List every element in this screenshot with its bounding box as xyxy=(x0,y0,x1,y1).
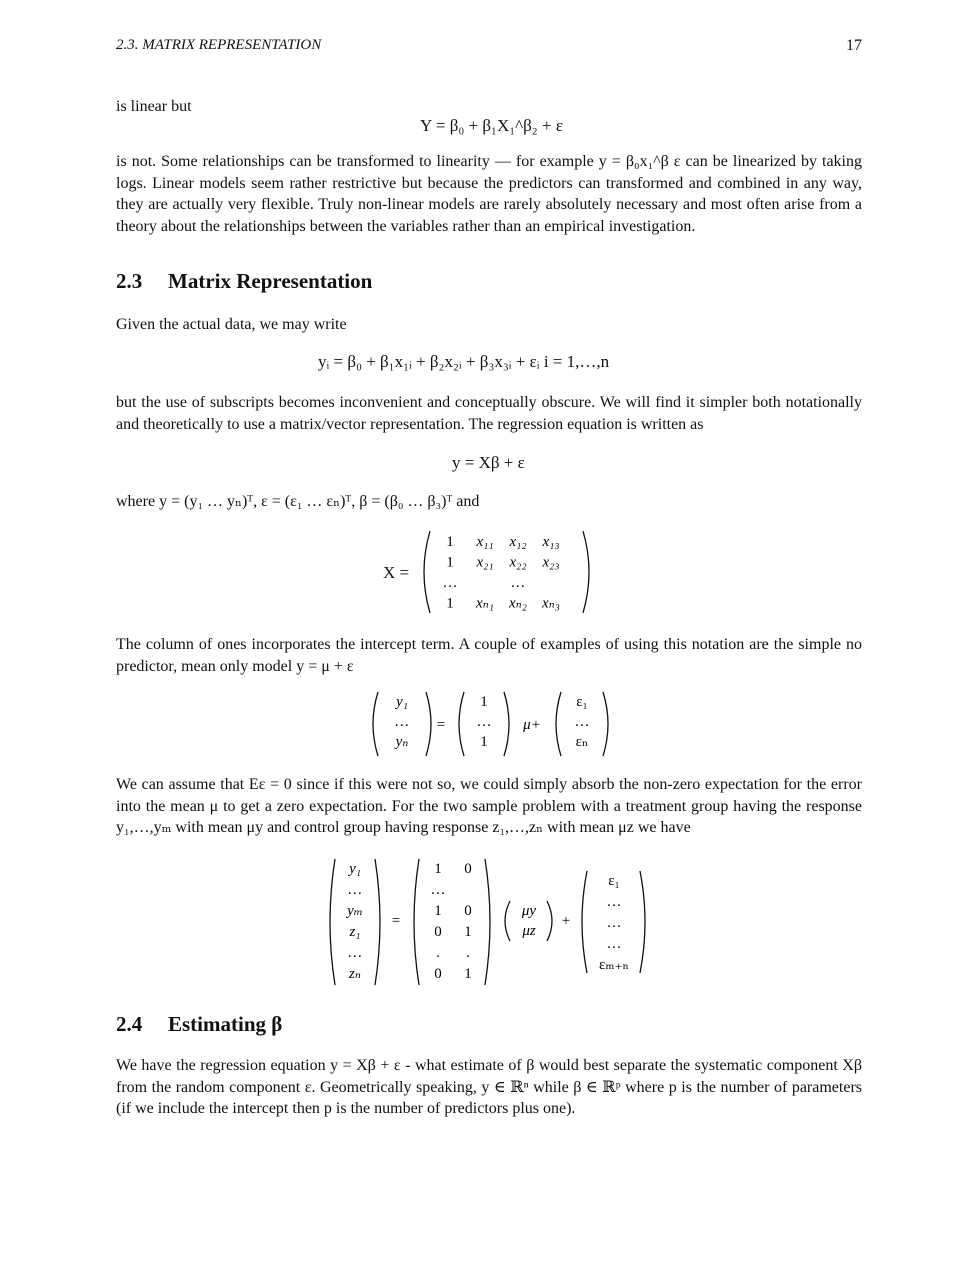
matrix-cell: 0 xyxy=(434,924,442,940)
left-paren xyxy=(330,859,335,985)
running-head: 2.3. MATRIX REPRESENTATION xyxy=(116,37,322,53)
plus-sign: + xyxy=(561,913,571,929)
vector-entry: ε₁ xyxy=(576,694,588,710)
vector-entry: z₁ xyxy=(349,924,361,940)
right-paren xyxy=(547,901,552,941)
right-paren xyxy=(640,871,645,973)
matrix-cell: xₙ₂ xyxy=(509,595,527,612)
matrix-cell: x₂₃ xyxy=(542,554,560,571)
vector-entry: … xyxy=(606,915,622,931)
vector-entry: … xyxy=(574,714,590,730)
design-matrix-label: X = xyxy=(383,563,410,582)
section-number: 2.4 xyxy=(116,1012,143,1036)
section-title: Matrix Representation xyxy=(168,269,373,293)
matrix-cell: x₂₂ xyxy=(509,554,527,571)
matrix-cell: x₁₁ xyxy=(476,534,494,550)
paragraph-estimating: We have the regression equation y = Xβ + ε - what estimate of β would best separate the systematic component Xβ from the random component ε. Geometrically speaking, y ∈ ℝⁿ while β ∈ ℝᵖ where p is the number of parameters (if we include the intercept then p is the number of predictors plus one). xyxy=(116,1057,862,1117)
section-heading-2-3 xyxy=(116,269,372,294)
vector-entry: μy xyxy=(521,903,537,919)
matrix-cell: x₂₁ xyxy=(476,554,494,571)
two-sample-equation xyxy=(325,857,665,987)
right-paren xyxy=(583,531,589,613)
vector-entry: … xyxy=(476,714,492,730)
vector-entry: y₁ xyxy=(349,861,361,877)
paragraph-two-sample: We can assume that Eε = 0 since if this were not so, we could simply absorb the non-zero expectation for the error into the mean μ to get a zero expectation. For the two sample problem with a treatment group having the response y₁,…,yₘ with mean μy and control group having response z₁,…,zₙ with mean μz we have xyxy=(116,776,862,836)
vector-entry: εₘ₊ₙ xyxy=(599,957,629,973)
lead-text: is linear but xyxy=(116,98,192,115)
paragraph-intro: Given the actual data, we may write xyxy=(116,316,347,333)
page-number: 17 xyxy=(846,37,862,54)
matrix-cell: . xyxy=(436,945,440,961)
left-paren xyxy=(424,531,430,613)
paragraph-subscripts: but the use of subscripts becomes inconvenient and conceptually obscure. We will find it simpler both notationally and theoretically to use a matrix/vector representation. The regression equation is written as xyxy=(116,394,862,433)
mu-term: μ+ xyxy=(523,717,541,733)
vector-entry: εₙ xyxy=(575,734,589,750)
paragraph-where: where y = (y₁ … yₙ)ᵀ, ε = (ε₁ … εₙ)ᵀ, β = (β₀ … β₃)ᵀ and xyxy=(116,493,480,510)
matrix-cell: 1 xyxy=(446,554,454,571)
matrix-cell: 0 xyxy=(464,903,472,919)
paragraph-intercept: The column of ones incorporates the intercept term. A couple of examples of using this notation are the simple no predictor, mean only model y = μ + ε xyxy=(116,636,862,675)
equation-nonlinear: Y = β₀ + β₁X₁^β₂ + ε xyxy=(420,116,563,135)
vector-entry: 1 xyxy=(480,734,488,750)
left-paren xyxy=(582,871,587,973)
matrix-cell: 0 xyxy=(464,861,472,877)
left-paren xyxy=(373,692,378,756)
matrix-cell: 1 xyxy=(434,861,442,877)
right-paren xyxy=(426,692,431,756)
matrix-cell: . xyxy=(466,945,470,961)
section-title: Estimating β xyxy=(168,1012,283,1036)
vector-entry: … xyxy=(606,894,622,910)
equation-matrix-model: y = Xβ + ε xyxy=(452,453,525,472)
matrix-cell: 0 xyxy=(434,966,442,982)
equals-sign: = xyxy=(436,717,446,733)
vector-entry: ε₁ xyxy=(608,873,620,889)
mean-model-equation xyxy=(368,690,613,758)
matrix-cell: 1 xyxy=(434,903,442,919)
paragraph-linearity: is not. Some relationships can be transformed to linearity — for example y = β₀x₁^β ε can be linearized by taking logs. Linear models seem rather restrictive but because the predictors can transformed and combined in any way, they are actually very flexible. Truly non-linear models are rarely absolutely necessary and most often arise from a theory about the relationships between the variables rather than an empirical investigation. xyxy=(116,153,862,235)
design-matrix xyxy=(420,528,595,618)
vector-entry: … xyxy=(348,945,362,961)
matrix-cell: … xyxy=(430,882,446,898)
matrix-cell: xₙ₃ xyxy=(542,595,560,612)
right-paren xyxy=(603,692,608,756)
vector-entry: y₁ xyxy=(396,694,408,710)
matrix-cell: 1 xyxy=(446,534,454,550)
matrix-cell: x₁₂ xyxy=(509,534,527,550)
equation-scalar-model: yᵢ = β₀ + β₁x₁ᵢ + β₂x₂ᵢ + β₃x₃ᵢ + εᵢ i = 1,…,n xyxy=(318,352,610,371)
matrix-cell: … xyxy=(442,575,458,591)
vector-entry: … xyxy=(348,882,362,898)
matrix-cell: 1 xyxy=(464,966,472,982)
vector-entry: zₙ xyxy=(349,966,361,982)
section-heading-2-4 xyxy=(116,1012,282,1037)
right-paren xyxy=(485,859,490,985)
matrix-cell: xₙ₁ xyxy=(476,595,494,612)
left-paren xyxy=(459,692,464,756)
equals-sign: = xyxy=(391,913,401,929)
right-paren xyxy=(375,859,380,985)
design-matrix-cells xyxy=(443,534,560,612)
matrix-cell: 1 xyxy=(446,595,454,612)
vector-entry: … xyxy=(606,936,622,952)
right-paren xyxy=(504,692,509,756)
left-paren xyxy=(505,901,510,941)
left-paren xyxy=(556,692,561,756)
section-number: 2.3 xyxy=(116,269,143,293)
vector-entry: μz xyxy=(522,923,536,939)
left-paren xyxy=(414,859,419,985)
matrix-cell: 1 xyxy=(464,924,472,940)
matrix-cell: … xyxy=(511,575,525,591)
vector-entry: yₘ xyxy=(347,903,363,919)
vector-entry: yₙ xyxy=(395,734,409,750)
matrix-cell: x₁₃ xyxy=(542,534,560,550)
vector-entry: … xyxy=(395,714,409,730)
vector-entry: 1 xyxy=(480,694,488,710)
